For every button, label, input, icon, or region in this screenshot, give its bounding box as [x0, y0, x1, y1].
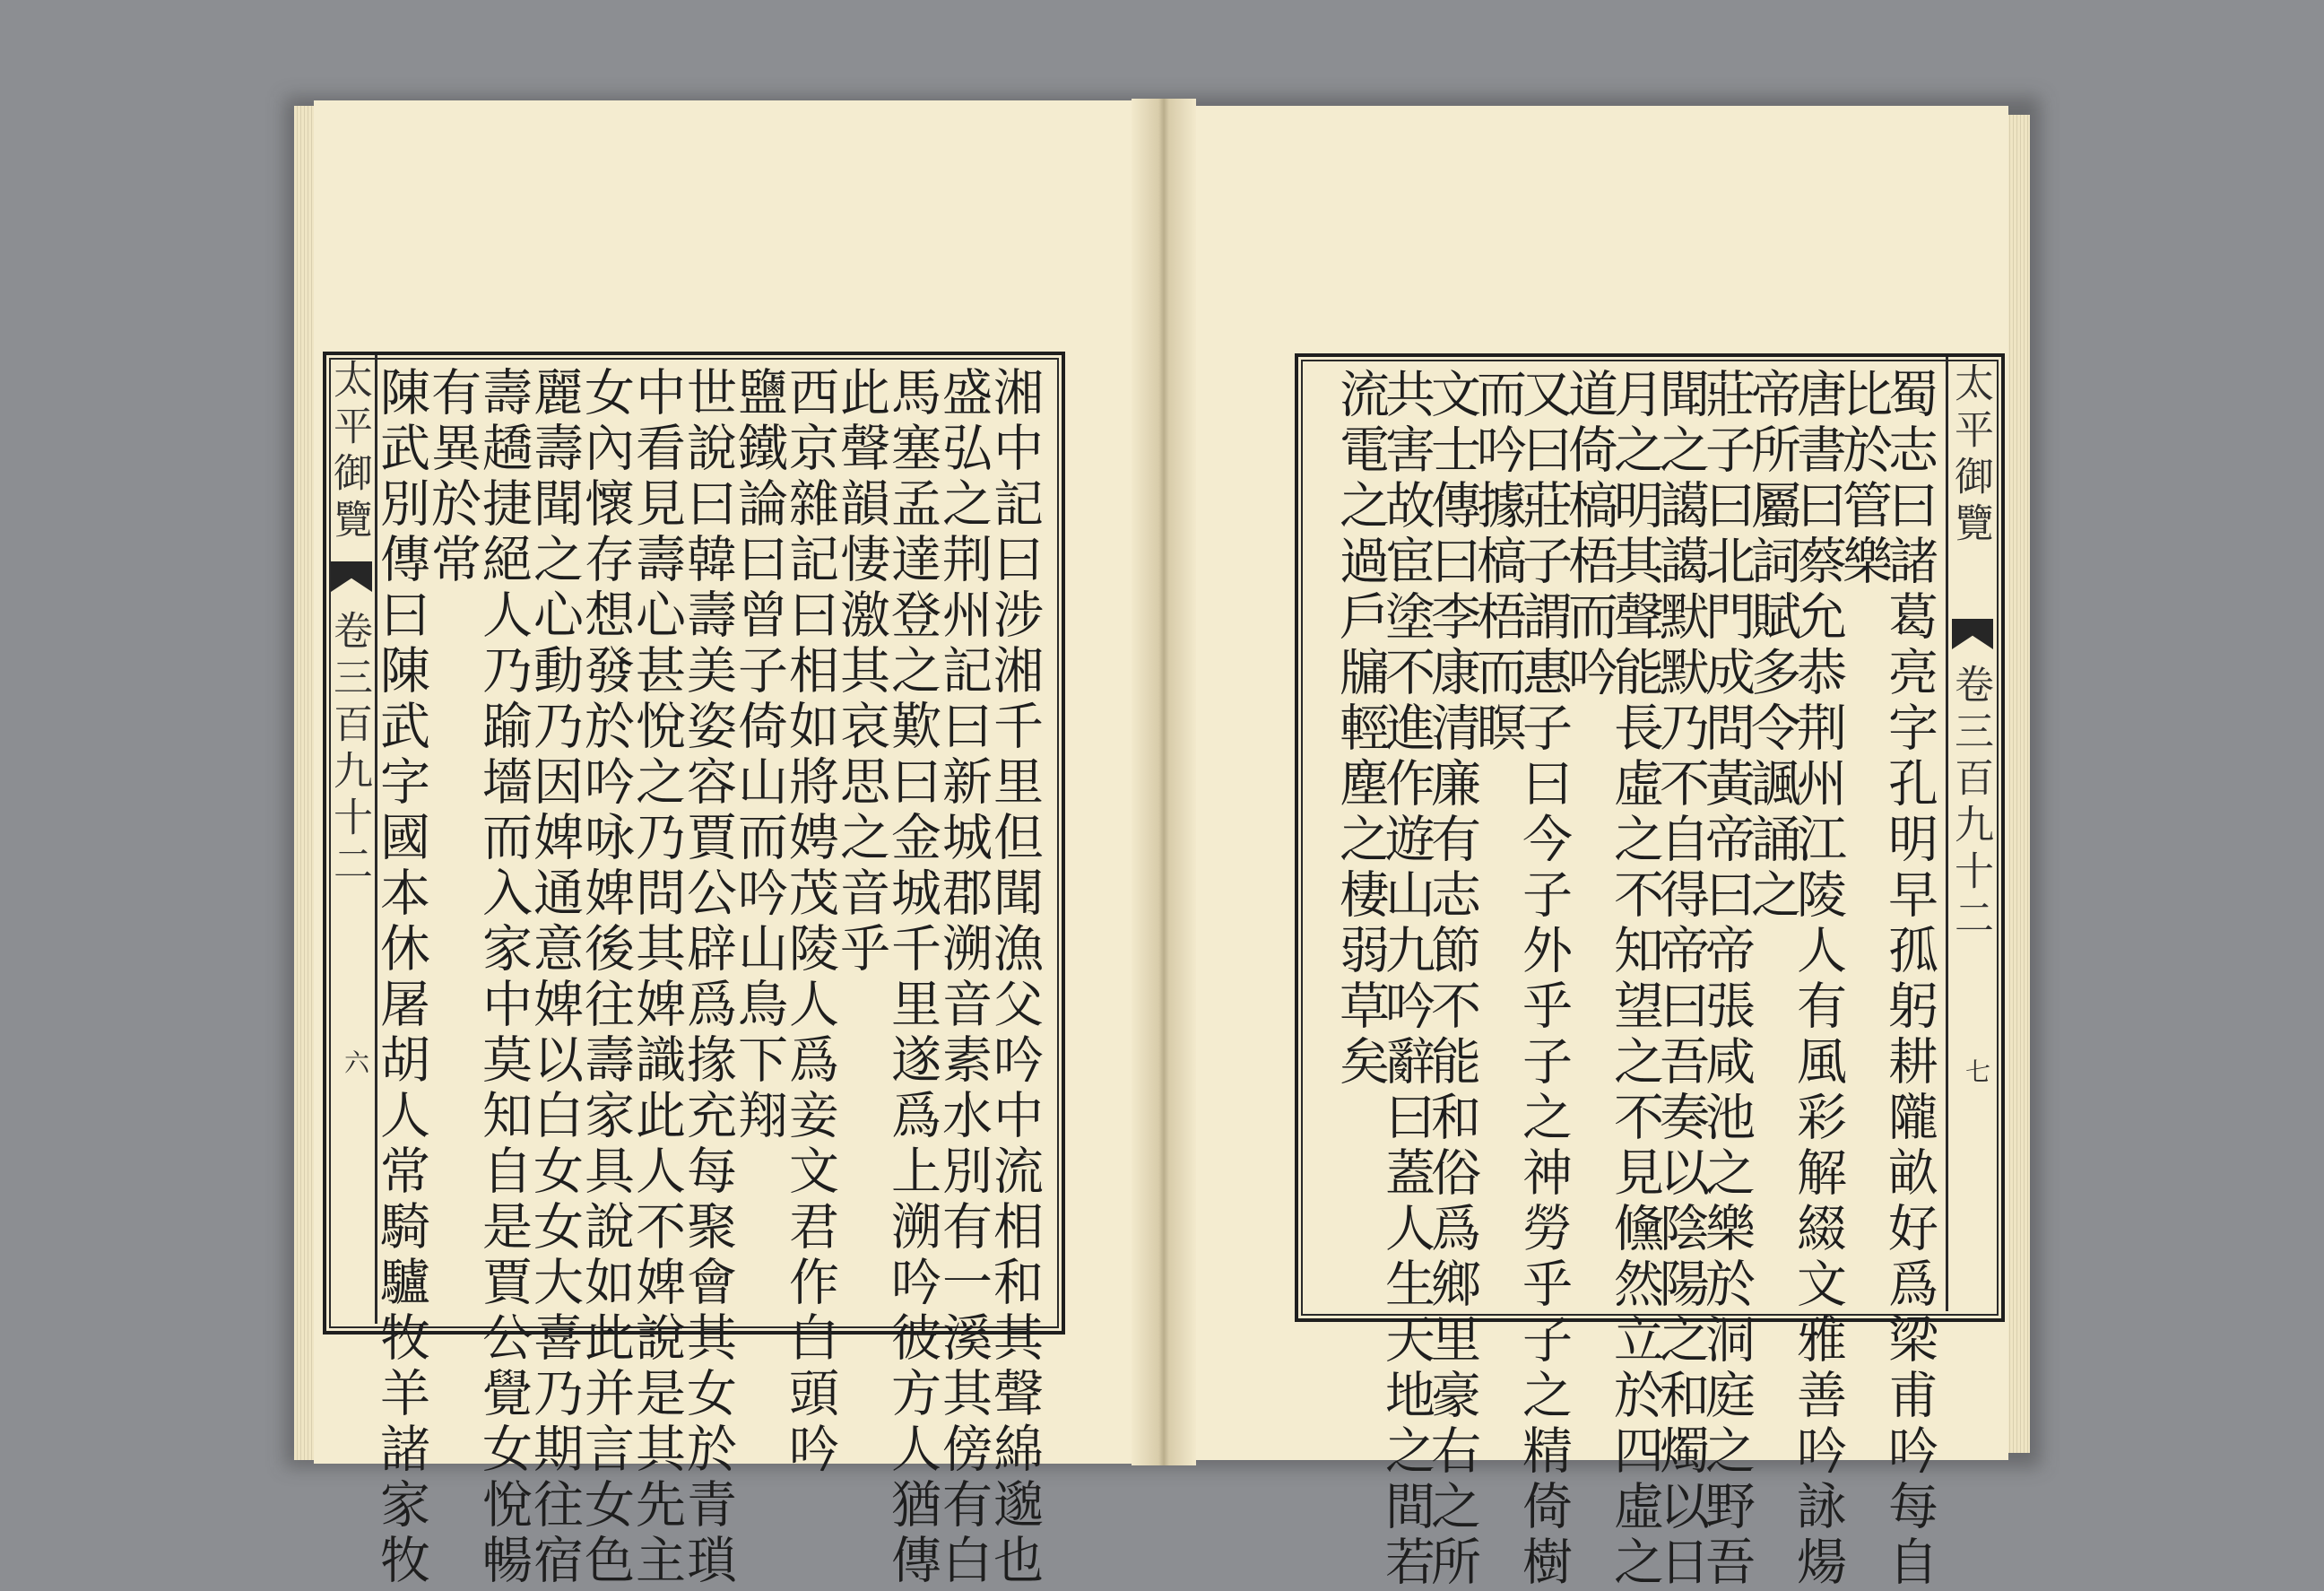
text-column: 中看見壽心甚悅之乃問其婢識此人不婢說是其先主 — [628, 366, 686, 1589]
text-column: 又曰莊子謂惠子曰今子外乎子之神勞乎子之精倚樹 — [1514, 368, 1573, 1591]
text-column: 馬塞孟達登之歎曰金城千里遂爲上溯吟彼方人猶傳 — [883, 366, 941, 1589]
text-column: 流電之過戶牖輕塵之棲弱草矣 — [1331, 368, 1390, 1091]
text-column: 蜀志曰諸葛亮字孔明早孤躬耕隴畝好爲梁甫吟每自 — [1880, 368, 1938, 1591]
text-column: 比於管樂 — [1834, 368, 1893, 590]
text-column: 聞之譪譪默默乃不自得帝曰吾奏以陰陽之和燭以日 — [1652, 368, 1710, 1591]
book-gutter — [1132, 99, 1196, 1465]
text-column: 女內懷存想發於吟咏婢後往壽家具說如此并言女色 — [577, 366, 635, 1589]
left-margin-title: 太平御覽 — [326, 359, 372, 545]
text-column: 世說曰韓壽美姿容賈公辟爲掾充每聚會其女於青瑣 — [679, 366, 737, 1589]
text-column: 壽趫捷絕人乃踰墻而入家中莫知自是賈公覺女悅暢 — [474, 366, 533, 1589]
text-column: 而吟據槁梧而瞑 — [1469, 368, 1527, 757]
text-column: 有異於常 — [423, 366, 481, 588]
left-margin-page-number: 六 — [341, 1049, 370, 1074]
text-column: 麗壽聞之心動乃因婢通意婢以白女女大喜乃期往宿 — [525, 366, 584, 1589]
text-column: 文士傳曰李康清廉有志節不能和俗爲鄉里豪右之所 — [1423, 368, 1481, 1591]
right-margin-volume: 卷三百九十二 — [1947, 664, 1993, 943]
right-margin-title: 太平御覽 — [1947, 362, 1993, 549]
text-column: 陳武別傳曰陳武字國本休屠胡人常騎驢牧羊諸家牧 — [372, 366, 430, 1589]
text-column: 此聲韻悽激其哀思之音乎 — [832, 366, 890, 978]
text-column: 帝所屬詞賦多令諷誦之 — [1743, 368, 1801, 924]
text-column: 西京雜記曰相如將娉茂陵人爲妾文君作白頭吟 — [781, 366, 839, 1478]
right-margin-page-number: 七 — [1962, 1058, 1991, 1083]
text-column: 湘中記曰涉湘千里但聞漁父吟中流相和其聲綿邈也 — [985, 366, 1044, 1589]
text-column: 盛弘之荆州記曰新城郡溯音素水別有一溪其傍有白 — [934, 366, 993, 1589]
text-column: 月之明其聲能長虛之不知望之不見儵然立於四虛之 — [1606, 368, 1664, 1591]
left-margin-volume: 卷三百九十二 — [326, 610, 372, 890]
text-column: 道倚槁梧而吟 — [1560, 368, 1618, 701]
text-column: 莊子曰北門成問黃帝曰帝張咸池之樂於洞庭之野吾 — [1697, 368, 1756, 1591]
text-column: 鹽鐵論曰曾子倚山而吟山鳥下翔 — [730, 366, 788, 1144]
text-column: 共害故宦塗不進作遊山九吟辭曰蓋人生天地之間若 — [1377, 368, 1435, 1591]
text-column: 唐書曰蔡允恭荆州江陵人有風彩解綴文雅善吟詠煬 — [1789, 368, 1847, 1591]
